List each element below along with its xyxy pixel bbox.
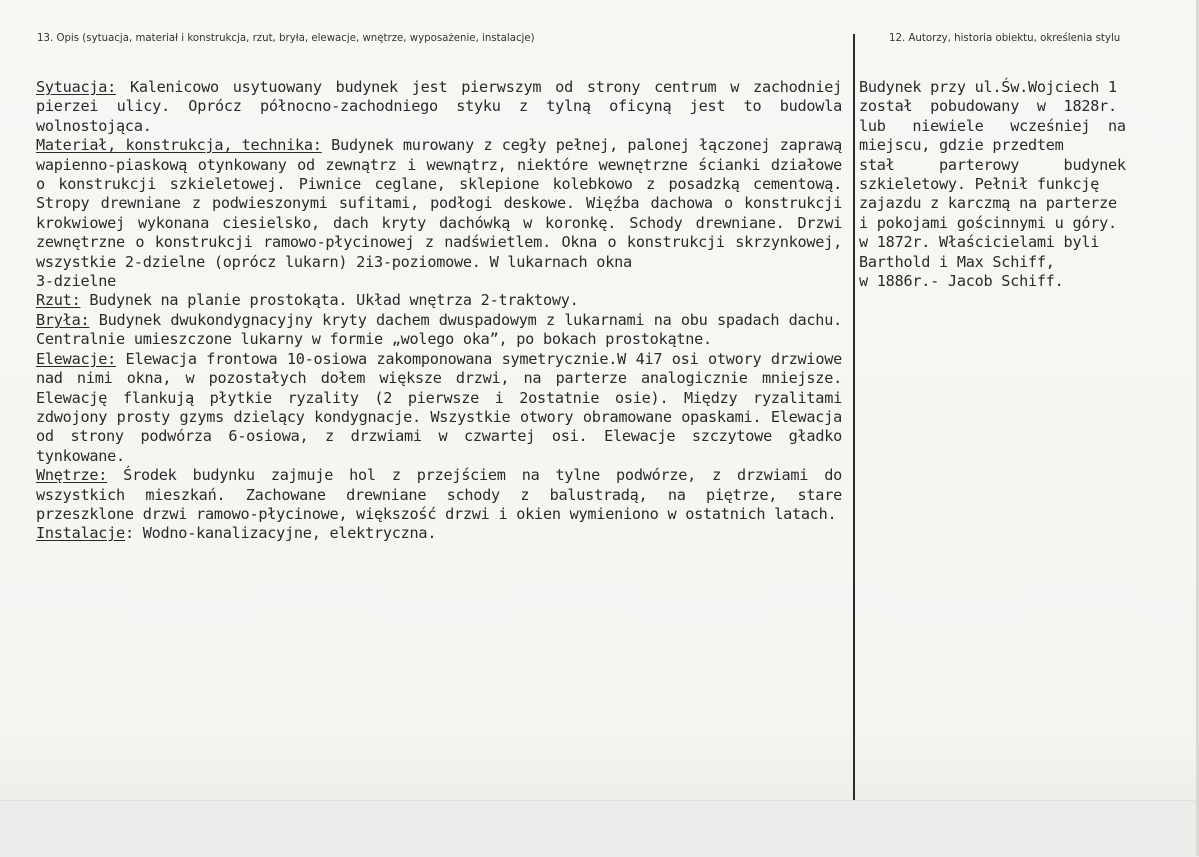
situation-paragraph [36,78,842,136]
interior-paragraph [36,466,842,524]
column-divider [853,34,855,800]
description-column [36,78,842,544]
history-column [859,78,1159,291]
history-line: w 1886r.- Jacob Schiff. [859,272,1064,291]
elevations-heading: Elewacje: [36,349,117,368]
elevations-paragraph [36,350,842,466]
history-line: Barthold i Max Schiff, [859,252,1055,271]
plan-heading: Rzut: [36,291,81,310]
section-13-header: 13. Opis (sytuacja, materiał i konstrukcja, rzut, bryła, elewacje, wnętrze, wyposażenie, instalacje) [37,33,535,44]
history-line: Budynek przy ul.Św.Wojciech 1 [859,78,1117,96]
history-line: szkieletowy. Pełnił funkcję [859,175,1100,194]
installations-heading: Instalacje [36,524,125,543]
plan-text: Budynek na planie prostokąta. Układ wnętrza 2-traktowy. [80,291,579,310]
history-line: został pobudowany w 1828r. [859,97,1117,116]
history-line: w 1872r. Właścicielami byli [859,233,1100,252]
history-line: lub niewiele wcześniej na [859,116,1126,135]
history-line: miejscu, gdzie przedtem [859,136,1064,155]
installations-text: : Wodno-kanalizacyjne, elektryczna. [124,524,437,543]
situation-heading: Sytuacja: [36,78,117,96]
history-line: i pokojami gościnnymi u góry. [859,213,1117,232]
material-text: Budynek murowany z cegły pełnej, palonej łączonej zaprawą wapienno-piaskową otynkowany od zewnątrz i wewnątrz, niektóre wewnętrzne ścianki działowe o konstrukcji szkieletowej. Piwnice ceglane, sklepione kolebkowo z posadzką cementową. Stropy drewniane z podwieszonymi sufitami, podłogi deskowe. Więźba dachowa o konstrukcji krokwiowej wykonana ciesielsko, dach kryty dachówką w koronkę. Schody drewniane. Drzwi zewnętrzne o konstrukcji ramowo-płycinowej z nadświetlem. Okna o konstrukcji skrzynkowej, wszystkie 2-dzielne (oprócz lukarn) 2i3-poziomowe. W lukarnach okna [36,136,842,271]
section-12-header: 12. Autorzy, historia obiektu, określenia stylu [889,33,1121,44]
material-tail: 3-dzielne [36,272,117,291]
history-line: zajazdu z karczmą na parterze [859,194,1117,213]
interior-heading: Wnętrze: [36,466,108,485]
form-heading: Bryła: [36,310,90,329]
situation-text: Kalenicowo usytuowany budynek jest pierwszym od strony centrum w zachodniej pierzei ulicy. Oprócz północno-zachodniego styku z tylną oficyną jest to budowla wolnostojąca. [36,78,842,135]
installations-paragraph [36,524,842,543]
material-paragraph [36,136,842,272]
plan-paragraph [36,291,842,310]
page-bottom-margin [0,800,1199,857]
material-heading: Materiał, konstrukcja, technika: [36,136,322,155]
elevations-text: Elewacja frontowa 10-osiowa zakomponowana symetrycznie.W 4i7 osi otwory drzwiowe nad nimi okna, w pozostałych dołem większe drzwi, na parterze analogicznie mniejsze. Elewację flankują płytkie ryzality (2 pierwsze i 2ostatnie osie). Między ryzalitami zdwojony prosty gzyms dzielący kondygnacje. Wszystkie otwory obramowane opaskami. Elewacja od strony podwórza 6-osiowa, z drzwiami w czwartej osi. Elewacje szczytowe gładko tynkowane. [36,349,842,465]
interior-text: Środek budynku zajmuje hol z przejściem na tylne podwórze, z drzwiami do wszystkich mieszkań. Zachowane drewniane schody z balustradą, na piętrze, stare przeszklone drzwi ramowo-płycinowe, większość drzwi i okien wymieniono w ostatnich latach. [36,466,842,523]
history-line: stał parterowy budynek [859,155,1126,174]
form-paragraph [36,311,842,350]
form-text: Budynek dwukondygnacyjny kryty dachem dwuspadowym z lukarnami na obu spadach dachu. Centralnie umieszczone lukarny w formie „wolego oka”, po bokach prostokątne. [36,310,842,349]
